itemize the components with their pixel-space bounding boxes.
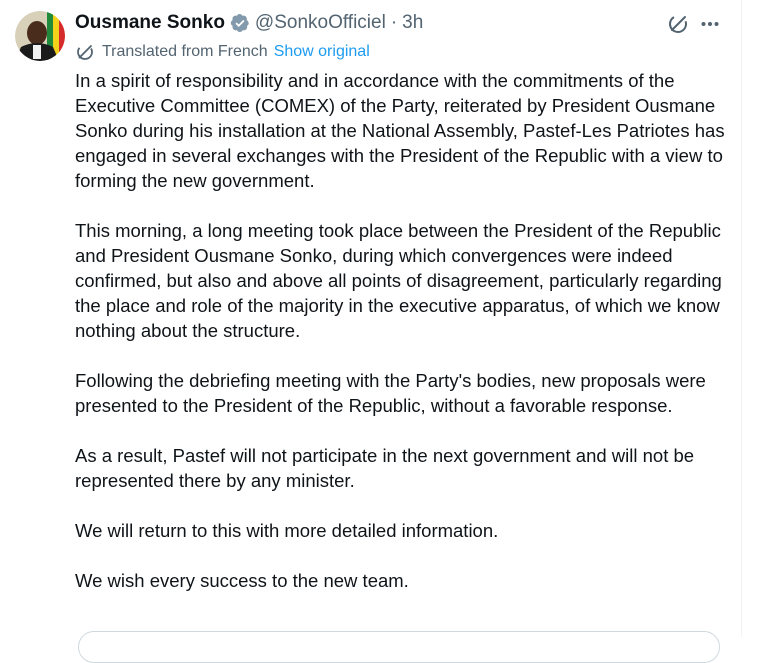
- verified-badge-icon[interactable]: [230, 13, 250, 33]
- translate-icon: [75, 42, 95, 62]
- translated-label: Translated from French: [102, 43, 268, 60]
- tweet-time[interactable]: 3h: [402, 12, 424, 33]
- author-name[interactable]: Ousmane Sonko: [75, 12, 225, 33]
- avatar-image: [15, 11, 65, 61]
- tweet-paragraph: As a result, Pastef will not participate in the next government and will not be represented there by any minister.: [75, 445, 695, 491]
- author-handle[interactable]: @SonkoOfficiel: [254, 12, 386, 33]
- tweet-actions-top: [664, 10, 724, 38]
- tweet-paragraph: This morning, a long meeting took place between the President of the Republic and President Ousmane Sonko, during which convergences were indeed confirmed, but also and above all points of disagreement, particularly regarding the place and role of the majority in the executive apparatus, of which we know nothing about the structure.: [75, 220, 722, 341]
- more-button[interactable]: [696, 10, 724, 38]
- translation-notice: [75, 41, 370, 63]
- more-dots-icon: [700, 14, 720, 34]
- tweet-paragraph: Following the debriefing meeting with the Party's bodies, new proposals were presented to the President of the Republic, without a favorable response.: [75, 370, 706, 416]
- embedded-card[interactable]: [78, 631, 720, 663]
- tweet-header: [75, 10, 423, 36]
- show-original-link[interactable]: Show original: [273, 43, 370, 60]
- separator-dot: ·: [390, 12, 398, 33]
- grok-button[interactable]: [664, 10, 692, 38]
- timeline-border: [741, 0, 742, 637]
- tweet-paragraph: We will return to this with more detailed information.: [75, 520, 499, 541]
- tweet-body: [75, 68, 730, 618]
- grok-icon: [666, 12, 690, 36]
- tweet-paragraph: We wish every success to the new team.: [75, 570, 409, 591]
- tweet-paragraph: In a spirit of responsibility and in accordance with the commitments of the Executive Committee (COMEX) of the Party, reiterated by President Ousmane Sonko during his installation at the National Assembly, Pastef-Les Patriotes has engaged in several exchanges with the President of the Republic with a view to forming the new government.: [75, 70, 725, 191]
- avatar[interactable]: [15, 11, 65, 61]
